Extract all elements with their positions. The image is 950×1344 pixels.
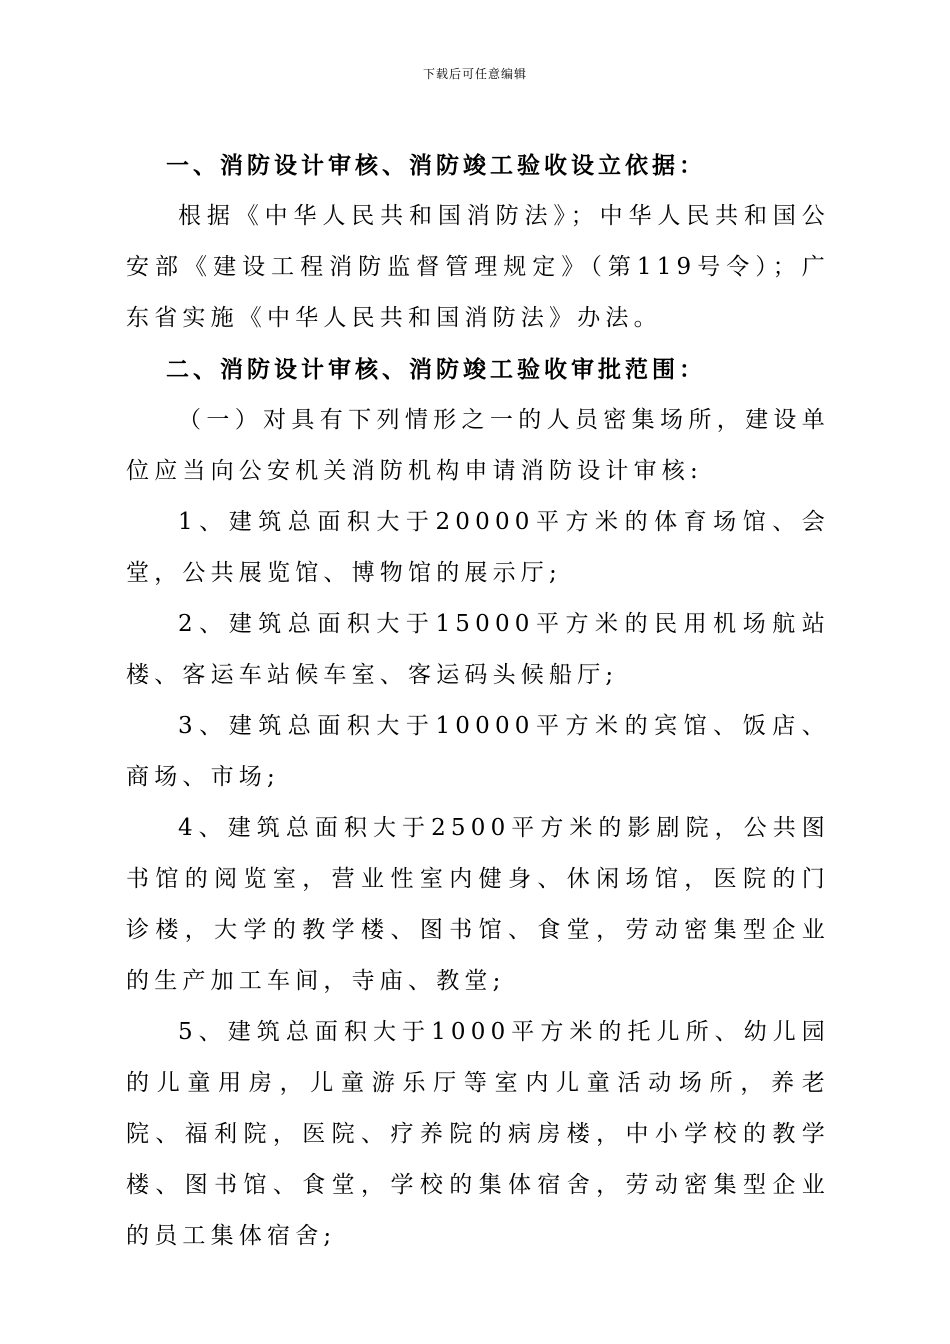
list-item-2: 2、建筑总面积大于15000平方米的民用机场航站楼、客运车站候车室、客运码头候船厅; (126, 611, 830, 688)
paragraph-scope-intro: （一）对具有下列情形之一的人员密集场所，建设单位应当向公安机关消防机构申请消防设计审核: (126, 407, 830, 484)
list-item-1: 1、建筑总面积大于20000平方米的体育场馆、会堂，公共展览馆、博物馆的展示厅; (126, 509, 830, 586)
list-item-3: 3、建筑总面积大于10000平方米的宾馆、饭店、商场、市场; (126, 713, 830, 790)
document-body (126, 140, 830, 1262)
paragraph-basis: 根据《中华人民共和国消防法》；中华人民共和国公安部《建设工程消防监督管理规定》（第119号令）；广东省实施《中华人民共和国消防法》办法。 (126, 203, 830, 331)
section-heading-scope: 二、消防设计审核、消防竣工验收审批范围： (166, 356, 706, 383)
section-heading-basis: 一、消防设计审核、消防竣工验收设立依据： (166, 152, 706, 179)
list-item-4: 4、建筑总面积大于2500平方米的影剧院，公共图书馆的阅览室，营业性室内健身、休闲场馆，医院的门诊楼，大学的教学楼、图书馆、食堂，劳动密集型企业的生产加工车间，寺庙、教堂; (126, 815, 830, 994)
header-note: 下载后可任意编辑 (422, 67, 527, 81)
list-item-5: 5、建筑总面积大于1000平方米的托儿所、幼儿园的儿童用房，儿童游乐厅等室内儿童活动场所，养老院、福利院，医院、疗养院的病房楼，中小学校的教学楼、图书馆、食堂，学校的集体宿舍，劳动密集型企业的员工集体宿舍; (126, 1019, 830, 1249)
